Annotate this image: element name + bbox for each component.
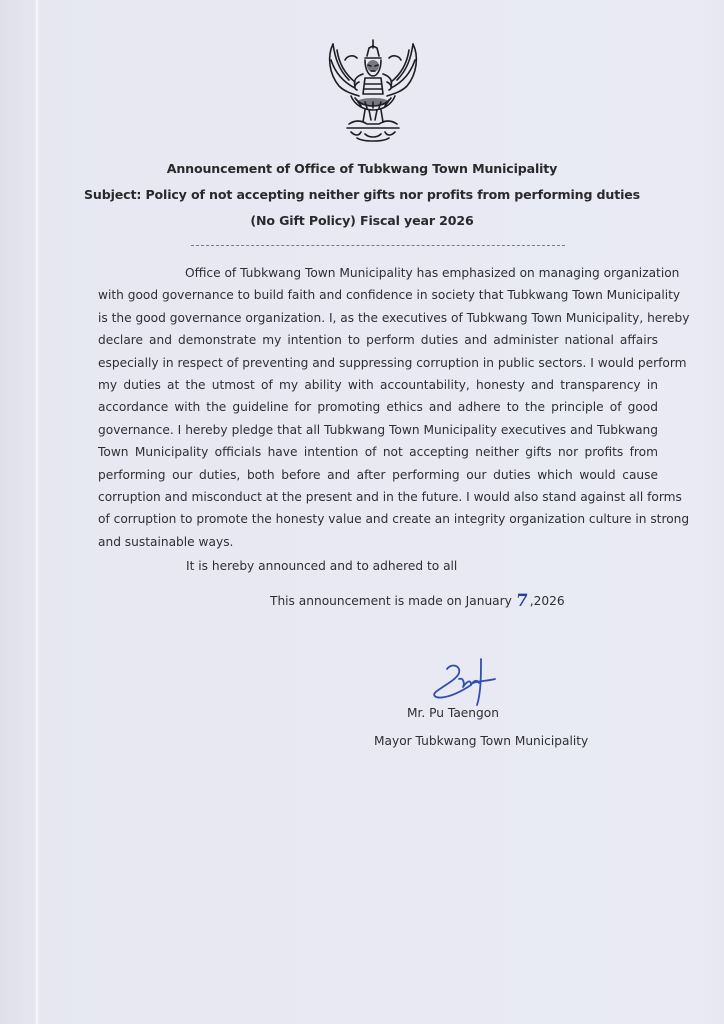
body-line: especially in respect of preventing and suppressing corruption in public sectors. I would perform bbox=[98, 355, 687, 370]
signer-title: Mayor Tubkwang Town Municipality bbox=[374, 734, 589, 748]
body-line: and sustainable ways. bbox=[98, 534, 234, 549]
body-line: accordance with the guideline for promoting ethics and adhere to the principle of good bbox=[98, 400, 658, 415]
date-prefix: This announcement is made on January bbox=[270, 594, 512, 608]
body-line: governance. I hereby pledge that all Tubkwang Town Municipality executives and Tubkwang bbox=[98, 422, 658, 437]
body-line: of corruption to promote the honesty value and create an integrity organization culture in strong bbox=[98, 512, 690, 527]
body-line: with good governance to build faith and confidence in society that Tubkwang Town Municipality bbox=[98, 288, 681, 303]
body-line: declare and demonstrate my intention to perform duties and administer national affairs bbox=[98, 333, 658, 348]
body-paragraph bbox=[98, 262, 690, 553]
closing-statement: It is hereby announced and to adhered to all bbox=[186, 559, 458, 573]
policy-fiscal-year: (No Gift Policy) Fiscal year 2026 bbox=[250, 213, 474, 228]
handwritten-day: 7 bbox=[514, 591, 529, 611]
subject-line: Subject: Policy of not accepting neither gifts nor profits from performing duties bbox=[83, 187, 641, 202]
body-line: Town Municipality officials have intention of not accepting neither gifts nor profits from bbox=[98, 445, 658, 460]
body-line: corruption and misconduct at the present and in the future. I would also stand against all forms bbox=[98, 489, 682, 504]
announcement-title: Announcement of Office of Tubkwang Town Municipality bbox=[166, 161, 558, 176]
body-line: is the good governance organization. I, as the executives of Tubkwang Town Municipality, hereby bbox=[98, 310, 690, 325]
body-line: Office of Tubkwang Town Municipality has emphasized on managing organization bbox=[185, 266, 680, 280]
signer-name: Mr. Pu Taengon bbox=[407, 706, 499, 720]
date-year: ,2026 bbox=[529, 594, 565, 608]
announcement-date bbox=[270, 590, 565, 610]
dashed-separator bbox=[191, 245, 565, 246]
scan-edge-line bbox=[36, 0, 38, 1024]
body-line: performing our duties, both before and after performing our duties which would cause bbox=[98, 467, 658, 482]
garuda-emblem-icon bbox=[325, 36, 421, 146]
body-line: my duties at the utmost of my ability with accountability, honesty and transparency in bbox=[98, 377, 658, 392]
